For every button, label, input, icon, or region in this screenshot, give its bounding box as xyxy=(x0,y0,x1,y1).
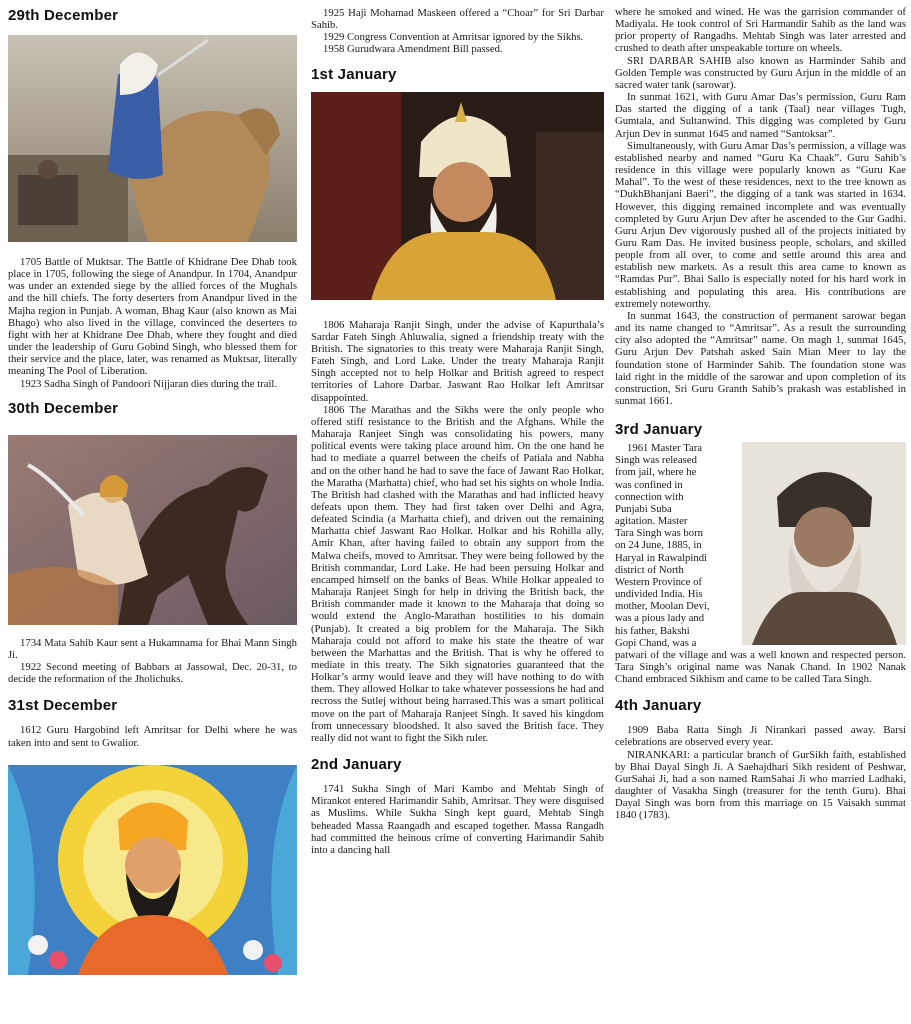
maharaja-portrait-painting xyxy=(311,92,604,300)
heading-30th-december: 30th December xyxy=(8,399,119,417)
dec31-entries xyxy=(8,724,297,748)
narrow-line: undivided India. His xyxy=(615,588,703,601)
entry-paragraph: 1612 Guru Hargobind left Amritsar for Delhi where he was taken into and sent to Gwalior. xyxy=(8,724,297,749)
narrow-line: Punjabi Suba xyxy=(615,502,672,515)
entry-paragraph: patwari of the village and was a well known and respected person. Tara Singh’s original name was Nanak Chand. In 1902 Nanak Chand embraced Sikhism and came to be called Tara Singh. xyxy=(615,648,906,686)
entry-paragraph: 1806 The Marathas and the Sikhs were the only people who offered stiff resistance to the British and the Afghans. While the Maharaja Ranjeet Singh was consolidating his powers, many political events were taking place around him. On the one hand he had to mediate a quarrel between the cheifs of Patiala and Nabha and on the other hand he had to save the face of Jawant Rao Holkar, the Maratha (Marhatta) chief, who had set his sights on whole India. The British had clashed with the Marathas and had inflicted heavy defeats upon them. They had first taken over Delhi and Agra, defeated Scindia (a Marhatta chief), and driven out the remaining Marhatta chief Jaswant Rao Holkar. Holkar and his Rohilla ally, Amir Khan, after having failed to obtain any support from the Malwa cheifs, moved to Amritsar. They were being followed by the British commandar, Lord Lake. He had been persuing Holkar and encamped himself on the banks of Beas. While Holkar appealed to Maharaja Ranjeet Singh for help in driving the British back, the British commander made it known to the Maharaja that doing so would extend the Anglo-Marathan hostilities to his domain (Punjab). It created a big problem for the Maharaja. The Sikh Maharaja could not afford to make his state the theatre of war between the Marhattas and the British. That is why he offered to mediate in this treaty. The Sikh signatories guaranteed that the Holkar’s army would leave and they will have nothing to do with them. They allowed Holkar to take whatever possessions he had and recross the Sutlej without being harrased.This was a smart political move on the part of Maharaja Ranjeet Singh. It saved his kingdom from unnecessary bloodshed. It also saved the British face. They really did not want to fight the Sikh ruler. xyxy=(311,403,604,744)
jan4-entries xyxy=(615,724,906,821)
narrow-line: district of North xyxy=(615,563,684,576)
master-tara-singh-photograph xyxy=(742,442,906,645)
entry-paragraph: Simultaneously, with Guru Amar Das’s permission, a village was established nearby and named “Guru Ka Chaak”. Guru Sahib’s residence in this village were popularly known as “Guru Kae Mahal”. To the west of these residences, next to the tree known as “DukhBhanjani Baeri”, the digging of a tank was started in 1634. However, this digging remained incomplete and was eventually completed by Guru Arjun Dev after he ascended to the Gur Gadhi. Guru Arjun Dev vigorously pushed all of the projects initiated by Guru Ram Das. He invited business people, scholars, and skilled people from all over, to come and settle around this area and establish new markets. As a result this area came to known as “Ramdas Pur”. Bhai Sallo is especially noted for his hard work in establishing and populating this area. His contributions are extremely noteworthy. xyxy=(615,139,906,310)
narrow-line: agitation. Master xyxy=(615,515,688,528)
entry-paragraph: 1923 Sadha Singh of Pandoori Nijjaran dies during the trail. xyxy=(20,377,278,390)
narrow-line: on 24 June, 1885, in xyxy=(615,539,702,552)
entry-paragraph: 1925 Haji Mohamad Maskeen offered a “Choar” for Sri Darbar Sahib. xyxy=(311,7,604,32)
entry-paragraph: 1705 Battle of Muktsar. The Battle of Khidrane Dee Dhab took place in 1705, following the siege of Anandpur. In 1704, Anandpur was under an extended siege by the allied forces of the Mughals and the hill chiefs. The forty deserters from Anandpur lived in the Majha region in Punjab. A woman, Bhag Kaur (also known as Mai Bhago) who also lived in the village, convinced the deserters to fight with her at Khidrane Dee Dhab, where they fought and died under the leadership of Guru Gobind Singh, who blessed them for their service and the place, later, was renamed as Muktsar, literally meaning The Pool of Liberation. xyxy=(8,256,297,378)
narrow-line: Tara Singh was born xyxy=(615,527,703,540)
narrow-line: Western Province of xyxy=(615,575,702,588)
narrow-line: Gopi Chand, was a xyxy=(615,636,697,649)
narrow-line: was a pious lady and xyxy=(615,612,705,625)
dec29-entries xyxy=(8,256,297,390)
narrow-line: was confined in xyxy=(615,478,683,491)
narrow-line: Haryal in Rawalpindi xyxy=(615,551,708,564)
column-1 xyxy=(8,0,297,975)
entry-paragraph: 1922 Second meeting of Babbars at Jassowal, Dec. 20-31, to decide the reformation of the Jholichuks. xyxy=(8,661,297,686)
entry-paragraph: where he smoked and wined. He was the garrision commander of Madiyala. He took control of Sri Harmandir Sahib as the land was prior property of Rangadhs. Mehtab Singh was later arrested and crushed to death after unspeakable torture on wheels. xyxy=(615,6,906,55)
heading-29th-december: 29th December xyxy=(8,7,119,24)
col2-top-entries xyxy=(311,7,604,56)
narrow-line: his father, Bakshi xyxy=(615,624,690,637)
heading-4th-january: 4th January xyxy=(615,697,702,715)
entry-paragraph: 1741 Sukha Singh of Mari Kambo and Mehtab Singh of Mirankot entered Harimandir Sahib, Amritsar. They were disguised as Muslims. While Sukha Singh kept guard, Mehtab Singh beheaded Massa Raangadh and escaped together. Massa Rangadh had committed the heinous crime of converting Harimandir Sahib into a dancing hall xyxy=(311,783,604,856)
entry-paragraph: 1806 Maharaja Ranjit Singh, under the advise of Kapurthala’s Sardar Fateh Singh Ahluwalia, signed a friendship treaty with the British. The signatories to this treaty were Maharaja Ranjit Singh, Fateh Singh, and Lord Lake. Under the treaty Maharaja Ranjit Singh accepted not to help Holkar and British agreed to respect territories of Lahore Darbar. Jaswant Rao Holkar left Amritsar disappointed. xyxy=(311,318,604,404)
mata-sahib-kaur-with-sword-on-horse-painting xyxy=(8,435,297,625)
mai-bhago-on-horseback-painting xyxy=(8,35,297,242)
entry-paragraph: 1909 Baba Ratta Singh Ji Nirankari passed away. Barsi celebrations are observed every year. xyxy=(615,724,906,749)
heading-31st-december: 31st December xyxy=(8,697,118,715)
jan3-section xyxy=(615,442,906,685)
column-2 xyxy=(311,0,604,856)
heading-1st-january: 1st January xyxy=(311,65,397,83)
col3-top-entries xyxy=(615,6,906,407)
entry-paragraph: 1929 Congress Convention at Amritsar ignored by the Sikhs. xyxy=(323,31,584,44)
entry-paragraph: In sunmat 1621, with Guru Amar Das’s permission, Guru Ram Das started the digging of a tank (Taal) near villages Tugh, Gumtala, and Sultanwind. This digging was completed by Guru Arjun Dev in sunmat 1645 and named “Santoksar”. xyxy=(615,91,906,140)
entry-paragraph: NIRANKARI: a particular branch of GurSikh faith, established by Bhai Dayal Singh Ji. A Saehajdhari Sikh resident of Peshwar, GurSahai Ji, had a son named RamSahai Ji who married Ladhaki, daughter of Vasakha Singh (treasurer for the tenth Guru). Bhai Dayal Singh was born from this marriage on 15 Vaisakh sunmat 1840 (1783). xyxy=(615,748,906,822)
entry-paragraph: In sunmat 1643, the construction of permanent sarowar began and its name changed to “Amritsar”. As a result the surrounding city also adopted the “Amritsar” name. On magh 1, sunmat 1645, Guru Arjun Dev Patshah asked Sain Mian Meer to lay the foundation stone of Harminder Sahib. The foundation stone was laid right in the middle of the sarowar and upon completion of its construction, Sri Guru Granth Sahib’s prakash was established in sunmat 1661. xyxy=(615,309,906,407)
jan2-entries xyxy=(311,783,604,856)
heading-3rd-january: 3rd January xyxy=(615,421,703,439)
guru-portrait-with-halo-painting xyxy=(8,765,297,975)
narrow-line: 1961 Master Tara xyxy=(627,442,703,455)
entry-paragraph: 1958 Gurudwara Amendment Bill passed. xyxy=(323,43,503,56)
dec30-entries xyxy=(8,637,297,686)
narrow-line: connection with xyxy=(615,490,684,503)
jan1-entries xyxy=(311,319,604,744)
narrow-line: mother, Moolan Devi, xyxy=(615,600,710,613)
heading-2nd-january: 2nd January xyxy=(311,756,402,774)
entry-paragraph: SRI DARBAR SAHIB also known as Harminder Sahib and Golden Temple was constructed by Guru Arjun in the middle of an sacred water tank (sarowar). xyxy=(615,54,906,91)
narrow-line: from jail, where he xyxy=(615,466,697,479)
entry-paragraph: 1734 Mata Sahib Kaur sent a Hukamnama for Bhai Mann Singh Ji. xyxy=(8,636,297,661)
column-3 xyxy=(615,0,906,822)
narrow-line: Singh was released xyxy=(615,454,697,467)
